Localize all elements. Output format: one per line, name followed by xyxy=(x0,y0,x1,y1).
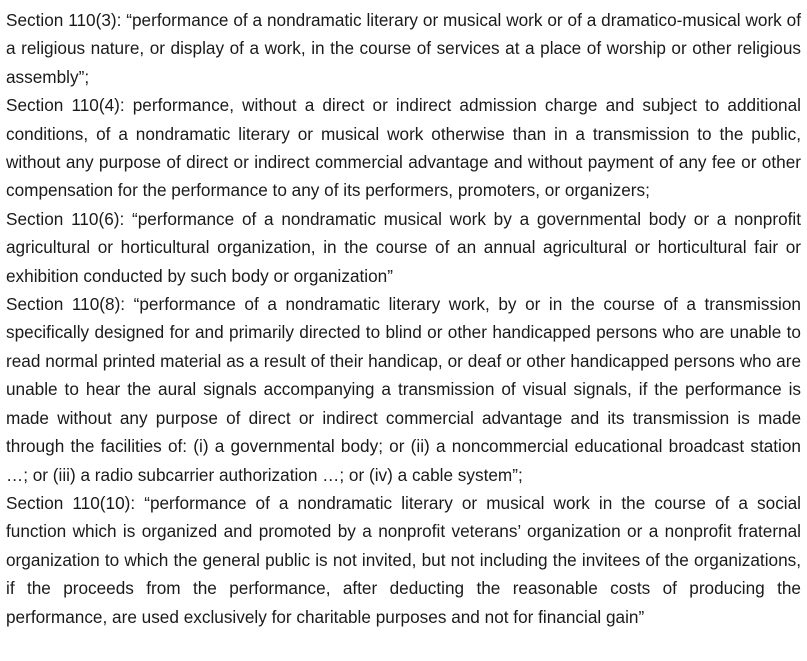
section-110-6-paragraph: Section 110(6): “performance of a nondramatic musical work by a governmental body or a nonprofit agricultural or horticultural organization, in the course of an annual agricultural or horticultural fair or exhibition conducted by such body or organization” xyxy=(6,208,801,286)
section-110-10-paragraph: Section 110(10): “performance of a nondramatic literary or musical work in the course of a social function which is organized and promoted by a nonprofit veterans’ organization or a nonprofit fraternal organization to which the general public is not invited, but not including the invitees of the organizations, if the proceeds from the performance, after deducting the reasonable costs of producing the performance, are used exclusively for charitable purposes and not for financial gain” xyxy=(6,492,801,627)
section-110-3-paragraph: Section 110(3): “performance of a nondramatic literary or musical work or of a dramatico-musical work of a religious nature, or display of a work, in the course of services at a place of worship or other religious assembly”; xyxy=(6,10,801,87)
section-110-4-paragraph: Section 110(4): performance, without a direct or indirect admission charge and subject to additional conditions, of a nondramatic literary or musical work otherwise than in a transmission to the public, without any purpose of direct or indirect commercial advantage and without payment of any fee or other compensation for the performance to any of its performers, promoters, or organizers; xyxy=(6,95,801,201)
section-110-8-paragraph: Section 110(8): “performance of a nondramatic literary work, by or in the course of a transmission specifically designed for and primarily directed to blind or other handicapped persons who are unable to read normal printed material as a result of their handicap, or deaf or other handicapped persons who are unable to hear the aural signals accompanying a transmission of visual signals, if the performance is made without any purpose of direct or indirect commercial advantage and its transmission is made through the facilities of: (i) a governmental body; or (ii) a noncommercial educational broadcast station …; or (iii) a radio subcarrier authorization …; or (iv) a cable system”; xyxy=(6,294,801,485)
